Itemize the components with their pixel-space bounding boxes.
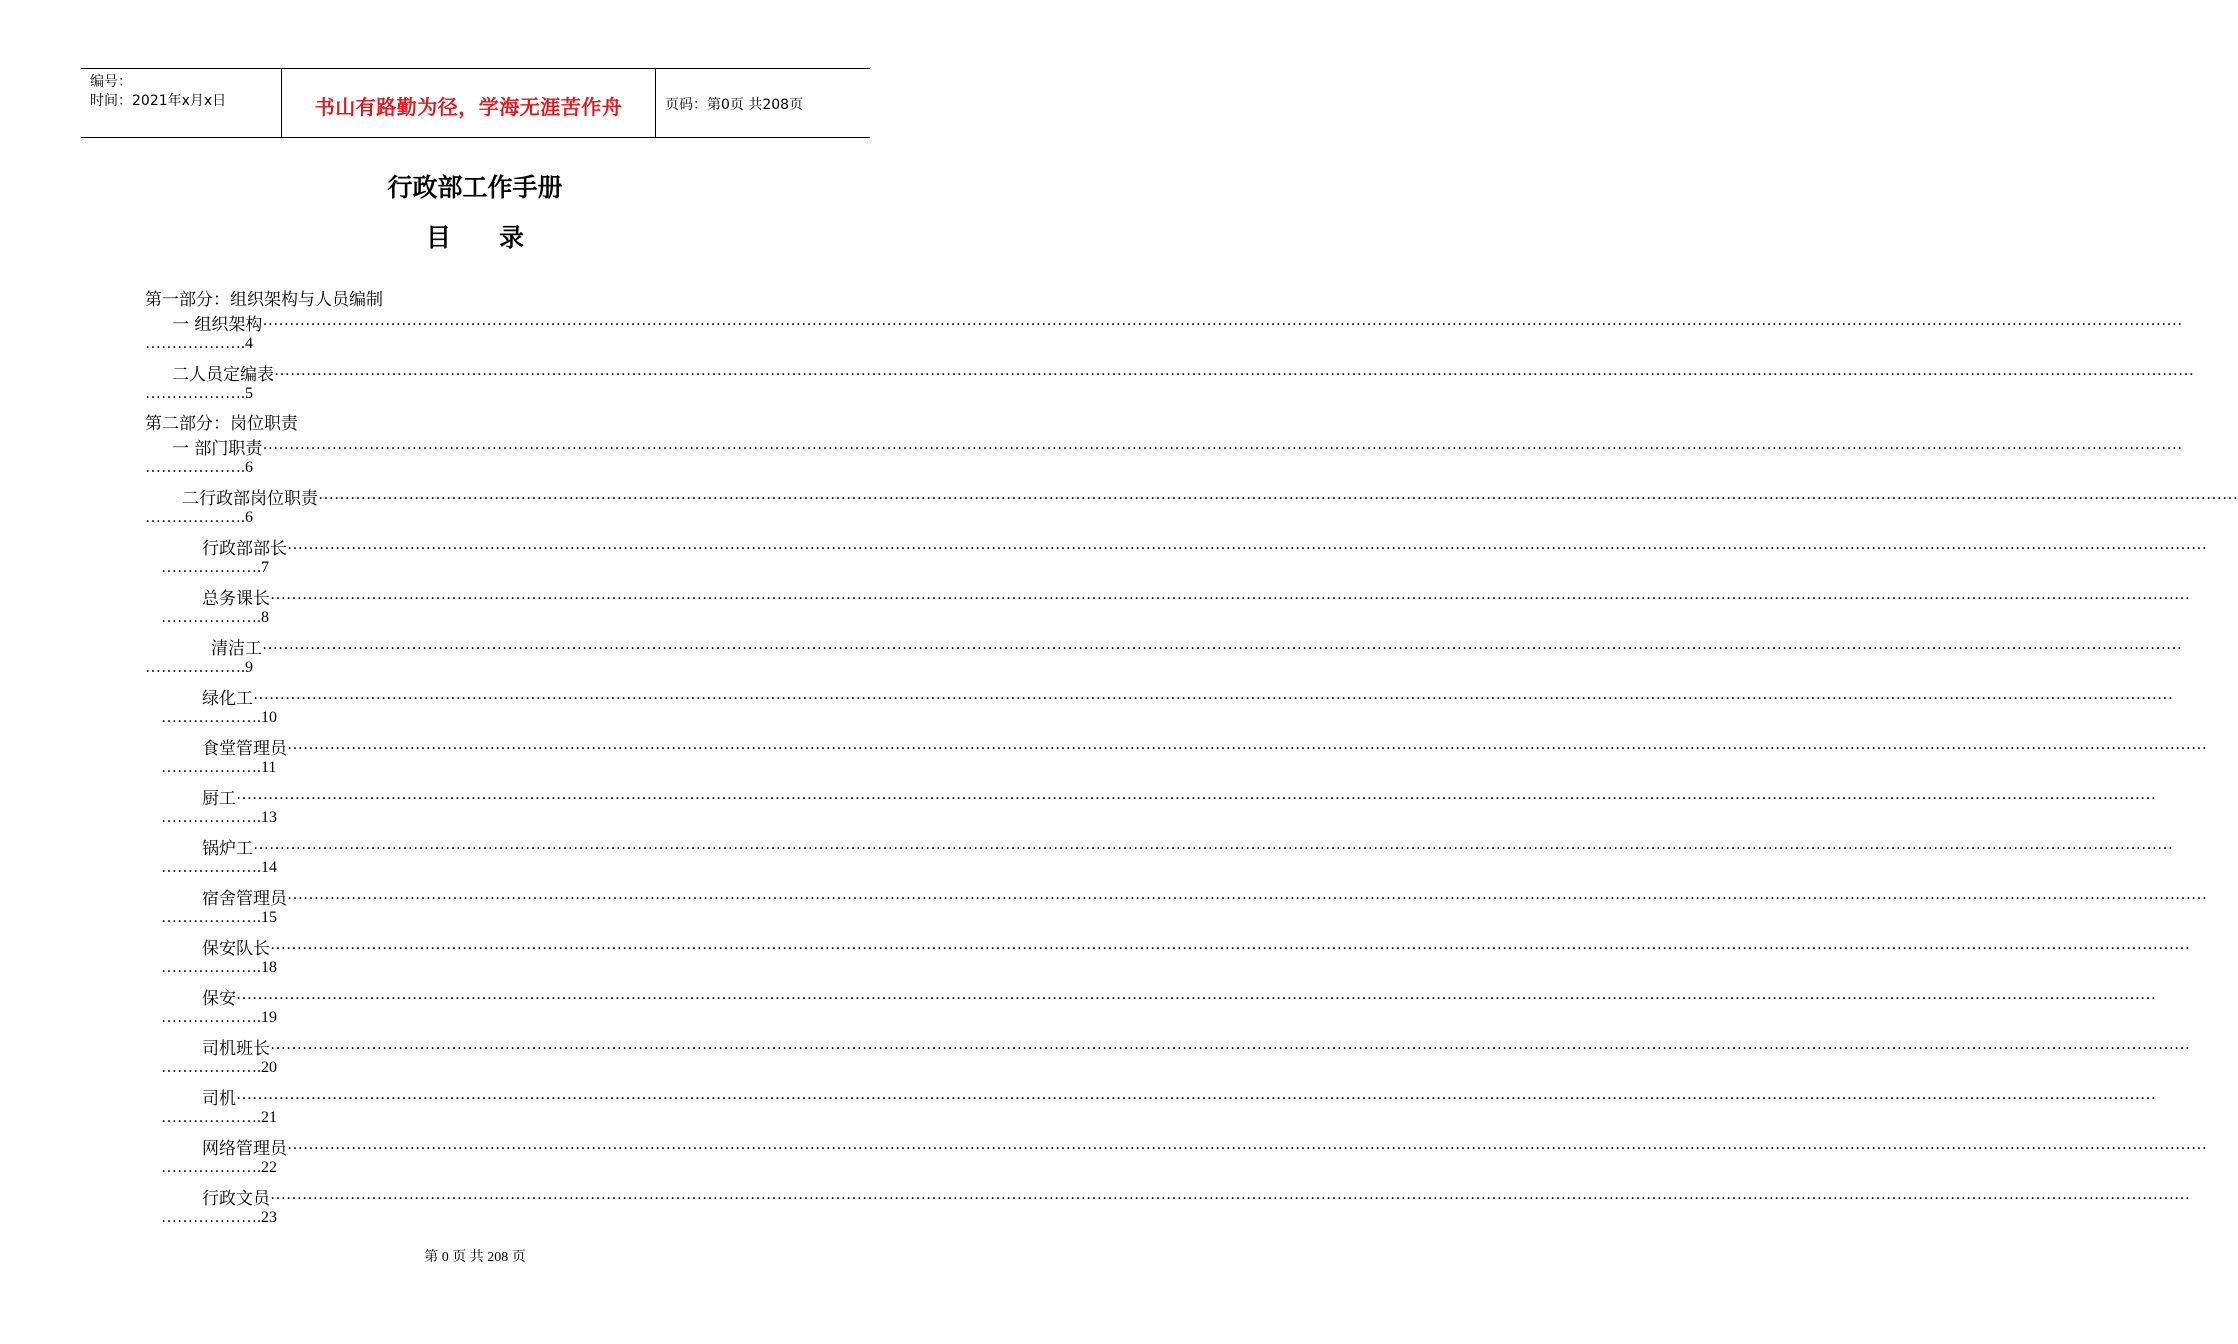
page-info: 页码：第0页 共208页 xyxy=(665,97,804,113)
page-footer: 第 0 页 共 208 页 xyxy=(424,1250,526,1265)
toc-page-number: 13 xyxy=(261,809,277,826)
toc-entry-page-line xyxy=(161,909,277,927)
toc-heading: 目 录 xyxy=(425,223,525,252)
toc-page-number: 23 xyxy=(261,1209,277,1226)
toc-entry-page-line xyxy=(161,609,269,627)
toc-entry-page-line xyxy=(161,1159,277,1177)
toc-leader-dots: ……………………………………………………………………………………………………………………………………………………………………………………………………………………………………………………………………………………………………………………………… xyxy=(270,936,2190,953)
toc-page-number: 21 xyxy=(261,1109,277,1126)
toc-leader-dots: ………………. xyxy=(161,759,261,776)
toc-entry-page-line xyxy=(161,859,277,877)
toc-entry-label[interactable]: 行政部部长 xyxy=(202,539,287,559)
toc-leader-dots: ……………………………………………………………………………………………………………………………………………………………………………………………………………………………………………………………………………………………………………………………… xyxy=(287,536,2207,553)
toc-entry-page-line xyxy=(145,335,253,353)
toc-leader-dots: ………………. xyxy=(145,509,245,526)
toc-entry-page-line xyxy=(145,459,253,477)
toc-page-number: 7 xyxy=(261,559,269,576)
toc-leader-dots: ………………. xyxy=(145,659,245,676)
toc-entry-label[interactable]: 网络管理员 xyxy=(202,1139,287,1159)
toc-leader-dots: ……………………………………………………………………………………………………………………………………………………………………………………………………………………………………………………………………………………………………………………………… xyxy=(274,362,2194,379)
toc-leader-dots: ………………. xyxy=(161,1059,261,1076)
toc-entry-label[interactable]: 厨工 xyxy=(202,789,236,809)
toc-leader-dots: ……………………………………………………………………………………………………………………………………………………………………………………………………………………………………………………………………………………………………………………………… xyxy=(236,1086,2156,1103)
motto-text: 书山有路勤为径，学海无涯苦作舟 xyxy=(314,95,623,119)
toc-entry-label[interactable]: 一 部门职责 xyxy=(172,439,263,459)
toc-part-1[interactable]: 第一部分：组织架构与人员编制 xyxy=(145,290,383,310)
toc-part-2[interactable]: 第二部分：岗位职责 xyxy=(145,414,298,434)
toc-entry-page-line xyxy=(161,1209,277,1227)
toc-entry-label[interactable]: 锅炉工 xyxy=(202,839,253,859)
toc-leader-dots: ……………………………………………………………………………………………………………………………………………………………………………………………………………………………………………………………………………………………………………………………… xyxy=(287,886,2207,903)
toc-entry-page-line xyxy=(161,559,269,577)
toc-leader-dots: ………………. xyxy=(161,909,261,926)
toc-entry-label[interactable]: 绿化工 xyxy=(202,689,253,709)
time-label: 时间：2021年x月x日 xyxy=(90,93,227,109)
toc-leader-dots: ………………. xyxy=(145,459,245,476)
toc-page-number: 8 xyxy=(261,609,269,626)
toc-entry-page-line xyxy=(161,1009,277,1027)
toc-page-number: 14 xyxy=(261,859,277,876)
toc-page-number: 6 xyxy=(245,459,253,476)
toc-page-number: 6 xyxy=(245,509,253,526)
toc-entry-page-line xyxy=(145,385,253,403)
toc-entry-label[interactable]: 司机班长 xyxy=(202,1039,270,1059)
toc-leader-dots: ……………………………………………………………………………………………………………………………………………………………………………………………………………………………………………………………………………………………………………………………… xyxy=(270,1186,2190,1203)
toc-leader-dots: ………………. xyxy=(145,335,245,352)
toc-page-number: 5 xyxy=(245,385,253,402)
toc-page-number: 9 xyxy=(245,659,253,676)
toc-entry-label[interactable]: 食堂管理员 xyxy=(202,739,287,759)
toc-entry-label[interactable]: 清洁工 xyxy=(211,639,262,659)
toc-entry-page-line xyxy=(161,809,277,827)
toc-entry-page-line xyxy=(161,1109,277,1127)
toc-leader-dots: ………………. xyxy=(161,709,261,726)
toc-leader-dots: ……………………………………………………………………………………………………………………………………………………………………………………………………………………………………………………………………………………………………………………………… xyxy=(318,486,2238,503)
document-title: 行政部工作手册 xyxy=(387,173,563,202)
toc-leader-dots: ……………………………………………………………………………………………………………………………………………………………………………………………………………………………………………………………………………………………………………………………… xyxy=(287,736,2207,753)
toc-leader-dots: ……………………………………………………………………………………………………………………………………………………………………………………………………………………………………………………………………………………………………………………………… xyxy=(253,686,2173,703)
toc-page-number: 15 xyxy=(261,909,277,926)
toc-entry-label[interactable]: 宿舍管理员 xyxy=(202,889,287,909)
toc-entry-label[interactable]: 二行政部岗位职责 xyxy=(182,489,318,509)
toc-page-number: 22 xyxy=(261,1159,277,1176)
toc-leader-dots: ……………………………………………………………………………………………………………………………………………………………………………………………………………………………………………………………………………………………………………………………… xyxy=(270,586,2190,603)
toc-entry-page-line xyxy=(161,759,276,777)
toc-page-number: 10 xyxy=(261,709,277,726)
toc-leader-dots: ………………. xyxy=(161,609,261,626)
toc-leader-dots: ………………. xyxy=(161,1209,261,1226)
toc-leader-dots: ……………………………………………………………………………………………………………………………………………………………………………………………………………………………………………………………………………………………………………………………… xyxy=(236,786,2156,803)
toc-leader-dots: ………………. xyxy=(161,809,261,826)
toc-entry-page-line xyxy=(161,709,277,727)
toc-leader-dots: ……………………………………………………………………………………………………………………………………………………………………………………………………………………………………………………………………………………………………………………………… xyxy=(236,986,2156,1003)
toc-page-number: 19 xyxy=(261,1009,277,1026)
toc-page-number: 4 xyxy=(245,335,253,352)
toc-leader-dots: ……………………………………………………………………………………………………………………………………………………………………………………………………………………………………………………………………………………………………………………………… xyxy=(287,1136,2207,1153)
number-label: 编号： xyxy=(90,74,132,90)
toc-leader-dots: ………………. xyxy=(161,1009,261,1026)
toc-entry-label[interactable]: 二人员定编表 xyxy=(172,365,274,385)
toc-page-number: 18 xyxy=(261,959,277,976)
toc-leader-dots: ………………. xyxy=(145,385,245,402)
toc-entry-label[interactable]: 总务课长 xyxy=(202,589,270,609)
toc-entry-page-line xyxy=(145,659,253,677)
toc-leader-dots: ………………. xyxy=(161,559,261,576)
toc-entry-page-line xyxy=(161,959,277,977)
toc-entry-label[interactable]: 司机 xyxy=(202,1089,236,1109)
toc-leader-dots: ………………. xyxy=(161,859,261,876)
toc-page-number: 11 xyxy=(261,759,277,776)
toc-leader-dots: ……………………………………………………………………………………………………………………………………………………………………………………………………………………………………………………………………………………………………………………………… xyxy=(270,1036,2190,1053)
toc-leader-dots: ……………………………………………………………………………………………………………………………………………………………………………………………………………………………………………………………………………………………………………………………… xyxy=(262,436,2183,453)
toc-leader-dots: ……………………………………………………………………………………………………………………………………………………………………………………………………………………………………………………………………………………………………………………………… xyxy=(253,836,2173,853)
toc-entry-label[interactable]: 行政文员 xyxy=(202,1189,270,1209)
toc-entry-label[interactable]: 一 组织架构 xyxy=(172,315,263,335)
toc-leader-dots: ……………………………………………………………………………………………………………………………………………………………………………………………………………………………………………………………………………………………………………………………… xyxy=(262,312,2183,329)
toc-leader-dots: ………………. xyxy=(161,1109,261,1126)
toc-page-number: 20 xyxy=(261,1059,277,1076)
toc-entry-page-line xyxy=(161,1059,277,1077)
toc-leader-dots: ………………. xyxy=(161,959,261,976)
toc-leader-dots: ………………. xyxy=(161,1159,261,1176)
toc-entry-page-line xyxy=(145,509,253,527)
toc-entry-label[interactable]: 保安队长 xyxy=(202,939,270,959)
toc-leader-dots: ……………………………………………………………………………………………………………………………………………………………………………………………………………………………………………………………………………………………………………………………… xyxy=(262,636,2182,653)
toc-entry-label[interactable]: 保安 xyxy=(202,989,236,1009)
